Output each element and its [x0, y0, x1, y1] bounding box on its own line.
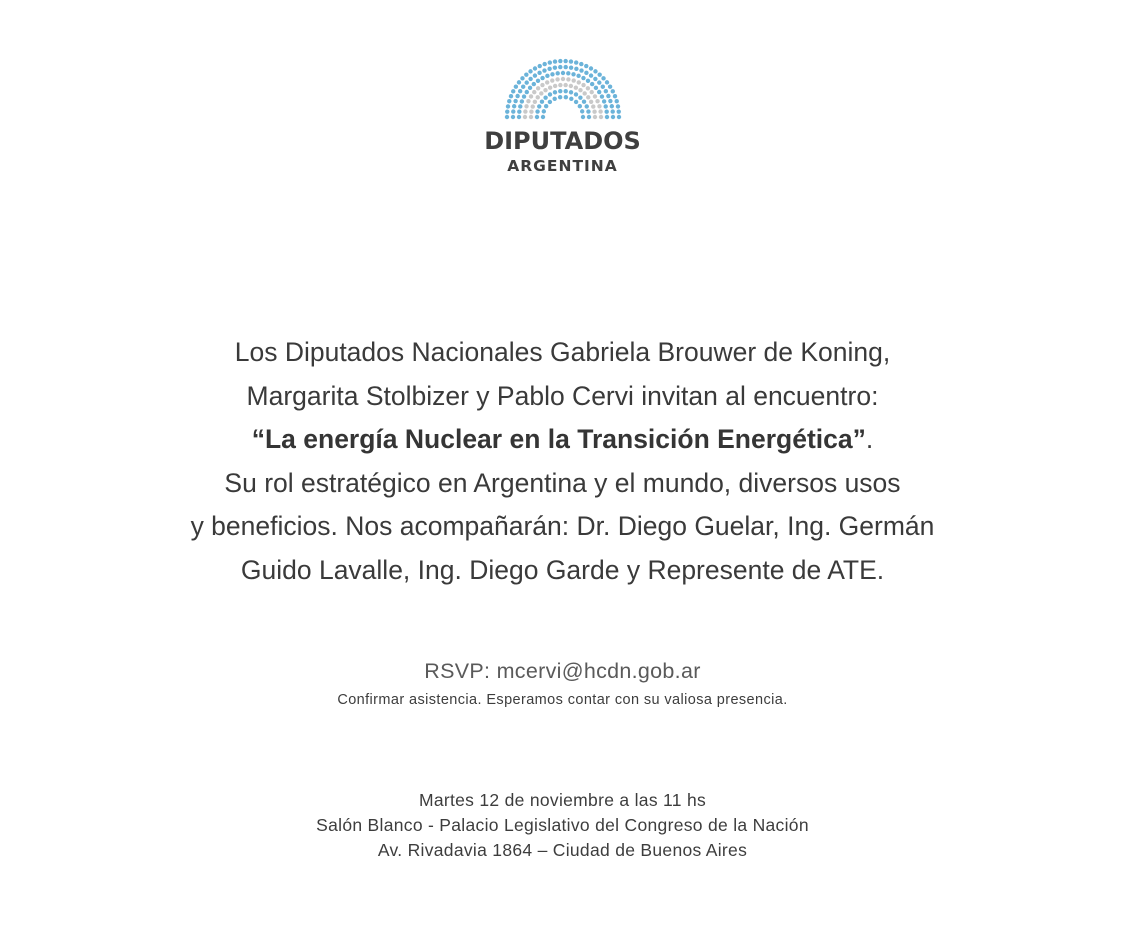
hemicycle-seat-dot: [591, 104, 595, 108]
hemicycle-seat-dot: [573, 100, 577, 104]
hemicycle-seat-dot: [532, 90, 536, 94]
hemicycle-seat-dot: [545, 74, 549, 78]
hemicycle-seat-dot: [569, 97, 573, 101]
hemicycle-seat-dot: [537, 64, 541, 68]
hemicycle-seat-dot: [597, 80, 601, 84]
hemicycle-seat-dot: [612, 94, 616, 98]
hemicycle-seat-dot: [616, 115, 620, 119]
logo-title: DIPUTADOS: [484, 127, 641, 155]
hemicycle-seat-dot: [589, 82, 593, 86]
hemicycle-seat-dot: [522, 115, 526, 119]
invitation-line-2: Margarita Stolbizer y Pablo Cervi invitan al encuentro:: [246, 380, 879, 411]
hemicycle-seat-dot: [598, 115, 602, 119]
logo-subtitle: ARGENTINA: [507, 157, 618, 175]
hemicycle-seat-dot: [519, 99, 523, 103]
hemicycle-seat-dot: [571, 78, 575, 82]
hemicycle-seat-dot: [535, 79, 539, 83]
hemicycle-seat-dot: [537, 104, 541, 108]
hemicycle-seat-dot: [560, 77, 564, 81]
hemicycle-seat-dot: [615, 104, 619, 108]
hemicycle-seat-dot: [542, 62, 546, 66]
hemicycle-seat-dot: [558, 65, 562, 69]
hemicycle-seat-dot: [604, 80, 608, 84]
hemicycle-seat-dot: [520, 76, 524, 80]
hemicycle-seat-dot: [579, 62, 583, 66]
event-address: Av. Rivadavia 1864 – Ciudad de Buenos Aires: [377, 840, 748, 860]
hemicycle-seat-dot: [576, 80, 580, 84]
hemicycle-seat-dot: [543, 104, 547, 108]
hemicycle-seat-dot: [568, 65, 572, 69]
hemicycle-seat-dot: [535, 109, 539, 113]
event-title-punctuation: .: [865, 424, 874, 455]
hemicycle-seat-dot: [508, 94, 512, 98]
event-date: Martes 12 de noviembre a las 11 hs: [418, 790, 707, 810]
hemicycle-seat-dot: [592, 110, 596, 114]
hemicycle-seat-dot: [581, 100, 585, 104]
hemicycle-seat-dot: [532, 66, 536, 70]
hemicycle-seat-dot: [518, 104, 522, 108]
hemicycle-seat-dot: [521, 94, 525, 98]
hemicycle-seat-dot: [510, 115, 514, 119]
hemicycle-seat-dot: [558, 59, 562, 63]
hemicycle-seat-dot: [558, 89, 562, 93]
hemicycle-seat-dot: [574, 60, 578, 64]
hemicycle-seat-dot: [521, 85, 525, 89]
hemicycle-seat-dot: [579, 109, 583, 113]
hemicycle-seat-dot: [555, 77, 559, 81]
hemicycle-seat-dot: [566, 77, 570, 81]
hemicycle-seat-dot: [541, 109, 545, 113]
hemicycle-seat-dot: [558, 83, 562, 87]
hemicycle-seat-dot: [547, 92, 551, 96]
hemicycle-seat-dot: [523, 109, 527, 113]
diputados-logo: [0, 55, 1125, 175]
hemicycle-seat-dot: [532, 100, 536, 104]
invitation-line-4: Su rol estratégico en Argentina y el mundo, diversos usos: [224, 467, 901, 498]
hemicycle-seat-dot: [563, 65, 567, 69]
hemicycle-seat-dot: [585, 79, 589, 83]
hemicycle-seat-dot: [528, 69, 532, 73]
rsvp-email[interactable]: RSVP: mcervi@hcdn.gob.ar: [424, 659, 701, 683]
hemicycle-seat-dot: [614, 99, 618, 103]
hemicycle-seat-dot: [600, 85, 604, 89]
hemicycle-seat-dot: [573, 86, 577, 90]
hemicycle-seat-dot: [547, 60, 551, 64]
hemicycle-seat-dot: [584, 64, 588, 68]
hemicycle-seat-dot: [542, 68, 546, 72]
rsvp-section: [0, 655, 1125, 711]
hemicycle-seat-dot: [598, 109, 602, 113]
hemicycle-seat-dot: [547, 67, 551, 71]
hemicycle-seat-dot: [578, 95, 582, 99]
hemicycle-icon: [501, 55, 625, 121]
hemicycle-seat-dot: [511, 104, 515, 108]
hemicycle-seat-dot: [563, 95, 567, 99]
hemicycle-seat-dot: [528, 94, 532, 98]
hemicycle-seat-dot: [560, 71, 564, 75]
hemicycle-seat-dot: [528, 77, 532, 81]
hemicycle-seat-dot: [592, 94, 596, 98]
hemicycle-seat-dot: [582, 91, 586, 95]
hemicycle-seat-dot: [589, 90, 593, 94]
hemicycle-seat-dot: [539, 91, 543, 95]
hemicycle-seat-dot: [573, 92, 577, 96]
hemicycle-seat-dot: [584, 71, 588, 75]
hemicycle-seat-dot: [555, 71, 559, 75]
hemicycle-seat-dot: [539, 100, 543, 104]
hemicycle-seat-dot: [528, 115, 532, 119]
hemicycle-seat-dot: [586, 109, 590, 113]
hemicycle-seat-dot: [579, 68, 583, 72]
hemicycle-seat-dot: [574, 67, 578, 71]
hemicycle-seat-dot: [563, 59, 567, 63]
hemicycle-seat-dot: [552, 97, 556, 101]
invitation-line-6: Guido Lavalle, Ing. Diego Garde y Represente de ATE.: [240, 554, 885, 585]
hemicycle-seat-dot: [566, 71, 570, 75]
hemicycle-seat-dot: [505, 109, 509, 113]
hemicycle-seat-dot: [547, 100, 551, 104]
hemicycle-seat-dot: [552, 84, 556, 88]
hemicycle-seat-dot: [534, 115, 538, 119]
hemicycle-seat-dot: [531, 82, 535, 86]
hemicycle-seat-dot: [577, 104, 581, 108]
hemicycle-seat-dot: [527, 86, 531, 90]
hemicycle-seat-dot: [593, 69, 597, 73]
hemicycle-seat-dot: [568, 90, 572, 94]
hemicycle-seat-dot: [588, 66, 592, 70]
hemicycle-seat-dot: [601, 76, 605, 80]
hemicycle-seat-dot: [535, 86, 539, 90]
hemicycle-seat-dot: [526, 99, 530, 103]
hemicycle-seat-dot: [607, 85, 611, 89]
hemicycle-seat-dot: [511, 89, 515, 93]
hemicycle-seat-dot: [543, 95, 547, 99]
hemicycle-seat-dot: [586, 95, 590, 99]
hemicycle-seat-dot: [524, 104, 528, 108]
rsvp-note: Confirmar asistencia. Esperamos contar con su valiosa presencia.: [337, 692, 788, 708]
invitation-line-5: y beneficios. Nos acompañarán: Dr. Diego Guelar, Ing. Germán: [190, 511, 935, 542]
event-venue: Salón Blanco - Palacio Legislativo del Congreso de la Nación: [316, 815, 809, 835]
hemicycle-seat-dot: [516, 80, 520, 84]
hemicycle-seat-dot: [550, 72, 554, 76]
hemicycle-seat-dot: [552, 65, 556, 69]
hemicycle-seat-dot: [610, 115, 614, 119]
hemicycle-seat-dot: [609, 104, 613, 108]
hemicycle-seat-dot: [540, 76, 544, 80]
hemicycle-seat-dot: [529, 110, 533, 114]
hemicycle-seat-dot: [576, 74, 580, 78]
hemicycle-seat-dot: [505, 104, 509, 108]
hemicycle-seat-dot: [608, 99, 612, 103]
hemicycle-seat-dot: [571, 72, 575, 76]
event-title-line: [0, 418, 1125, 462]
invitation-text: [0, 331, 1125, 593]
hemicycle-seat-dot: [601, 99, 605, 103]
hemicycle-seat-dot: [593, 77, 597, 81]
hemicycle-seat-dot: [530, 104, 534, 108]
hemicycle-seat-dot: [535, 95, 539, 99]
hemicycle-seat-dot: [517, 110, 521, 114]
hemicycle-seat-dot: [585, 86, 589, 90]
hemicycle-seat-dot: [592, 115, 596, 119]
hemicycle-seat-dot: [524, 72, 528, 76]
hemicycle-seat-dot: [599, 94, 603, 98]
hemicycle-seat-dot: [603, 89, 607, 93]
hemicycle-seat-dot: [610, 89, 614, 93]
hemicycle-seat-dot: [597, 72, 601, 76]
event-title: “La energía Nuclear en la Transición Energética”: [251, 424, 866, 455]
hemicycle-seat-dot: [507, 99, 511, 103]
hemicycle-seat-dot: [524, 80, 528, 84]
hemicycle-seat-dot: [568, 59, 572, 63]
hemicycle-seat-dot: [568, 84, 572, 88]
hemicycle-seat-dot: [578, 88, 582, 92]
hemicycle-seat-dot: [580, 115, 584, 119]
hemicycle-seat-dot: [581, 76, 585, 80]
hemicycle-seat-dot: [511, 109, 515, 113]
hemicycle-seat-dot: [563, 83, 567, 87]
hemicycle-seat-dot: [604, 110, 608, 114]
hemicycle-seat-dot: [595, 99, 599, 103]
event-details: [0, 788, 1125, 863]
hemicycle-seat-dot: [616, 109, 620, 113]
hemicycle-seat-dot: [524, 90, 528, 94]
hemicycle-seat-dot: [597, 90, 601, 94]
hemicycle-seat-dot: [515, 94, 519, 98]
hemicycle-seat-dot: [532, 73, 536, 77]
hemicycle-seat-dot: [588, 100, 592, 104]
hemicycle-seat-dot: [516, 115, 520, 119]
hemicycle-seat-dot: [540, 83, 544, 87]
hemicycle-seat-dot: [588, 73, 592, 77]
hemicycle-seat-dot: [517, 89, 521, 93]
hemicycle-seat-dot: [513, 85, 517, 89]
hemicycle-seat-dot: [543, 88, 547, 92]
hemicycle-seat-dot: [606, 94, 610, 98]
hemicycle-seat-dot: [604, 115, 608, 119]
hemicycle-seat-dot: [563, 89, 567, 93]
hemicycle-seat-dot: [513, 99, 517, 103]
hemicycle-seat-dot: [537, 71, 541, 75]
hemicycle-seat-dot: [547, 86, 551, 90]
hemicycle-seat-dot: [552, 59, 556, 63]
hemicycle-seat-dot: [545, 80, 549, 84]
hemicycle-seat-dot: [540, 115, 544, 119]
hemicycle-seat-dot: [504, 115, 508, 119]
hemicycle-seat-dot: [610, 109, 614, 113]
hemicycle-seat-dot: [597, 104, 601, 108]
hemicycle-seat-dot: [552, 90, 556, 94]
hemicycle-seat-dot: [603, 104, 607, 108]
hemicycle-seat-dot: [581, 83, 585, 87]
hemicycle-seat-dot: [550, 78, 554, 82]
hemicycle-seat-dot: [584, 104, 588, 108]
invitation-line-1: Los Diputados Nacionales Gabriela Brouwer de Koning,: [234, 337, 891, 367]
hemicycle-seat-dot: [586, 115, 590, 119]
hemicycle-seat-dot: [593, 86, 597, 90]
hemicycle-seat-dot: [557, 95, 561, 99]
